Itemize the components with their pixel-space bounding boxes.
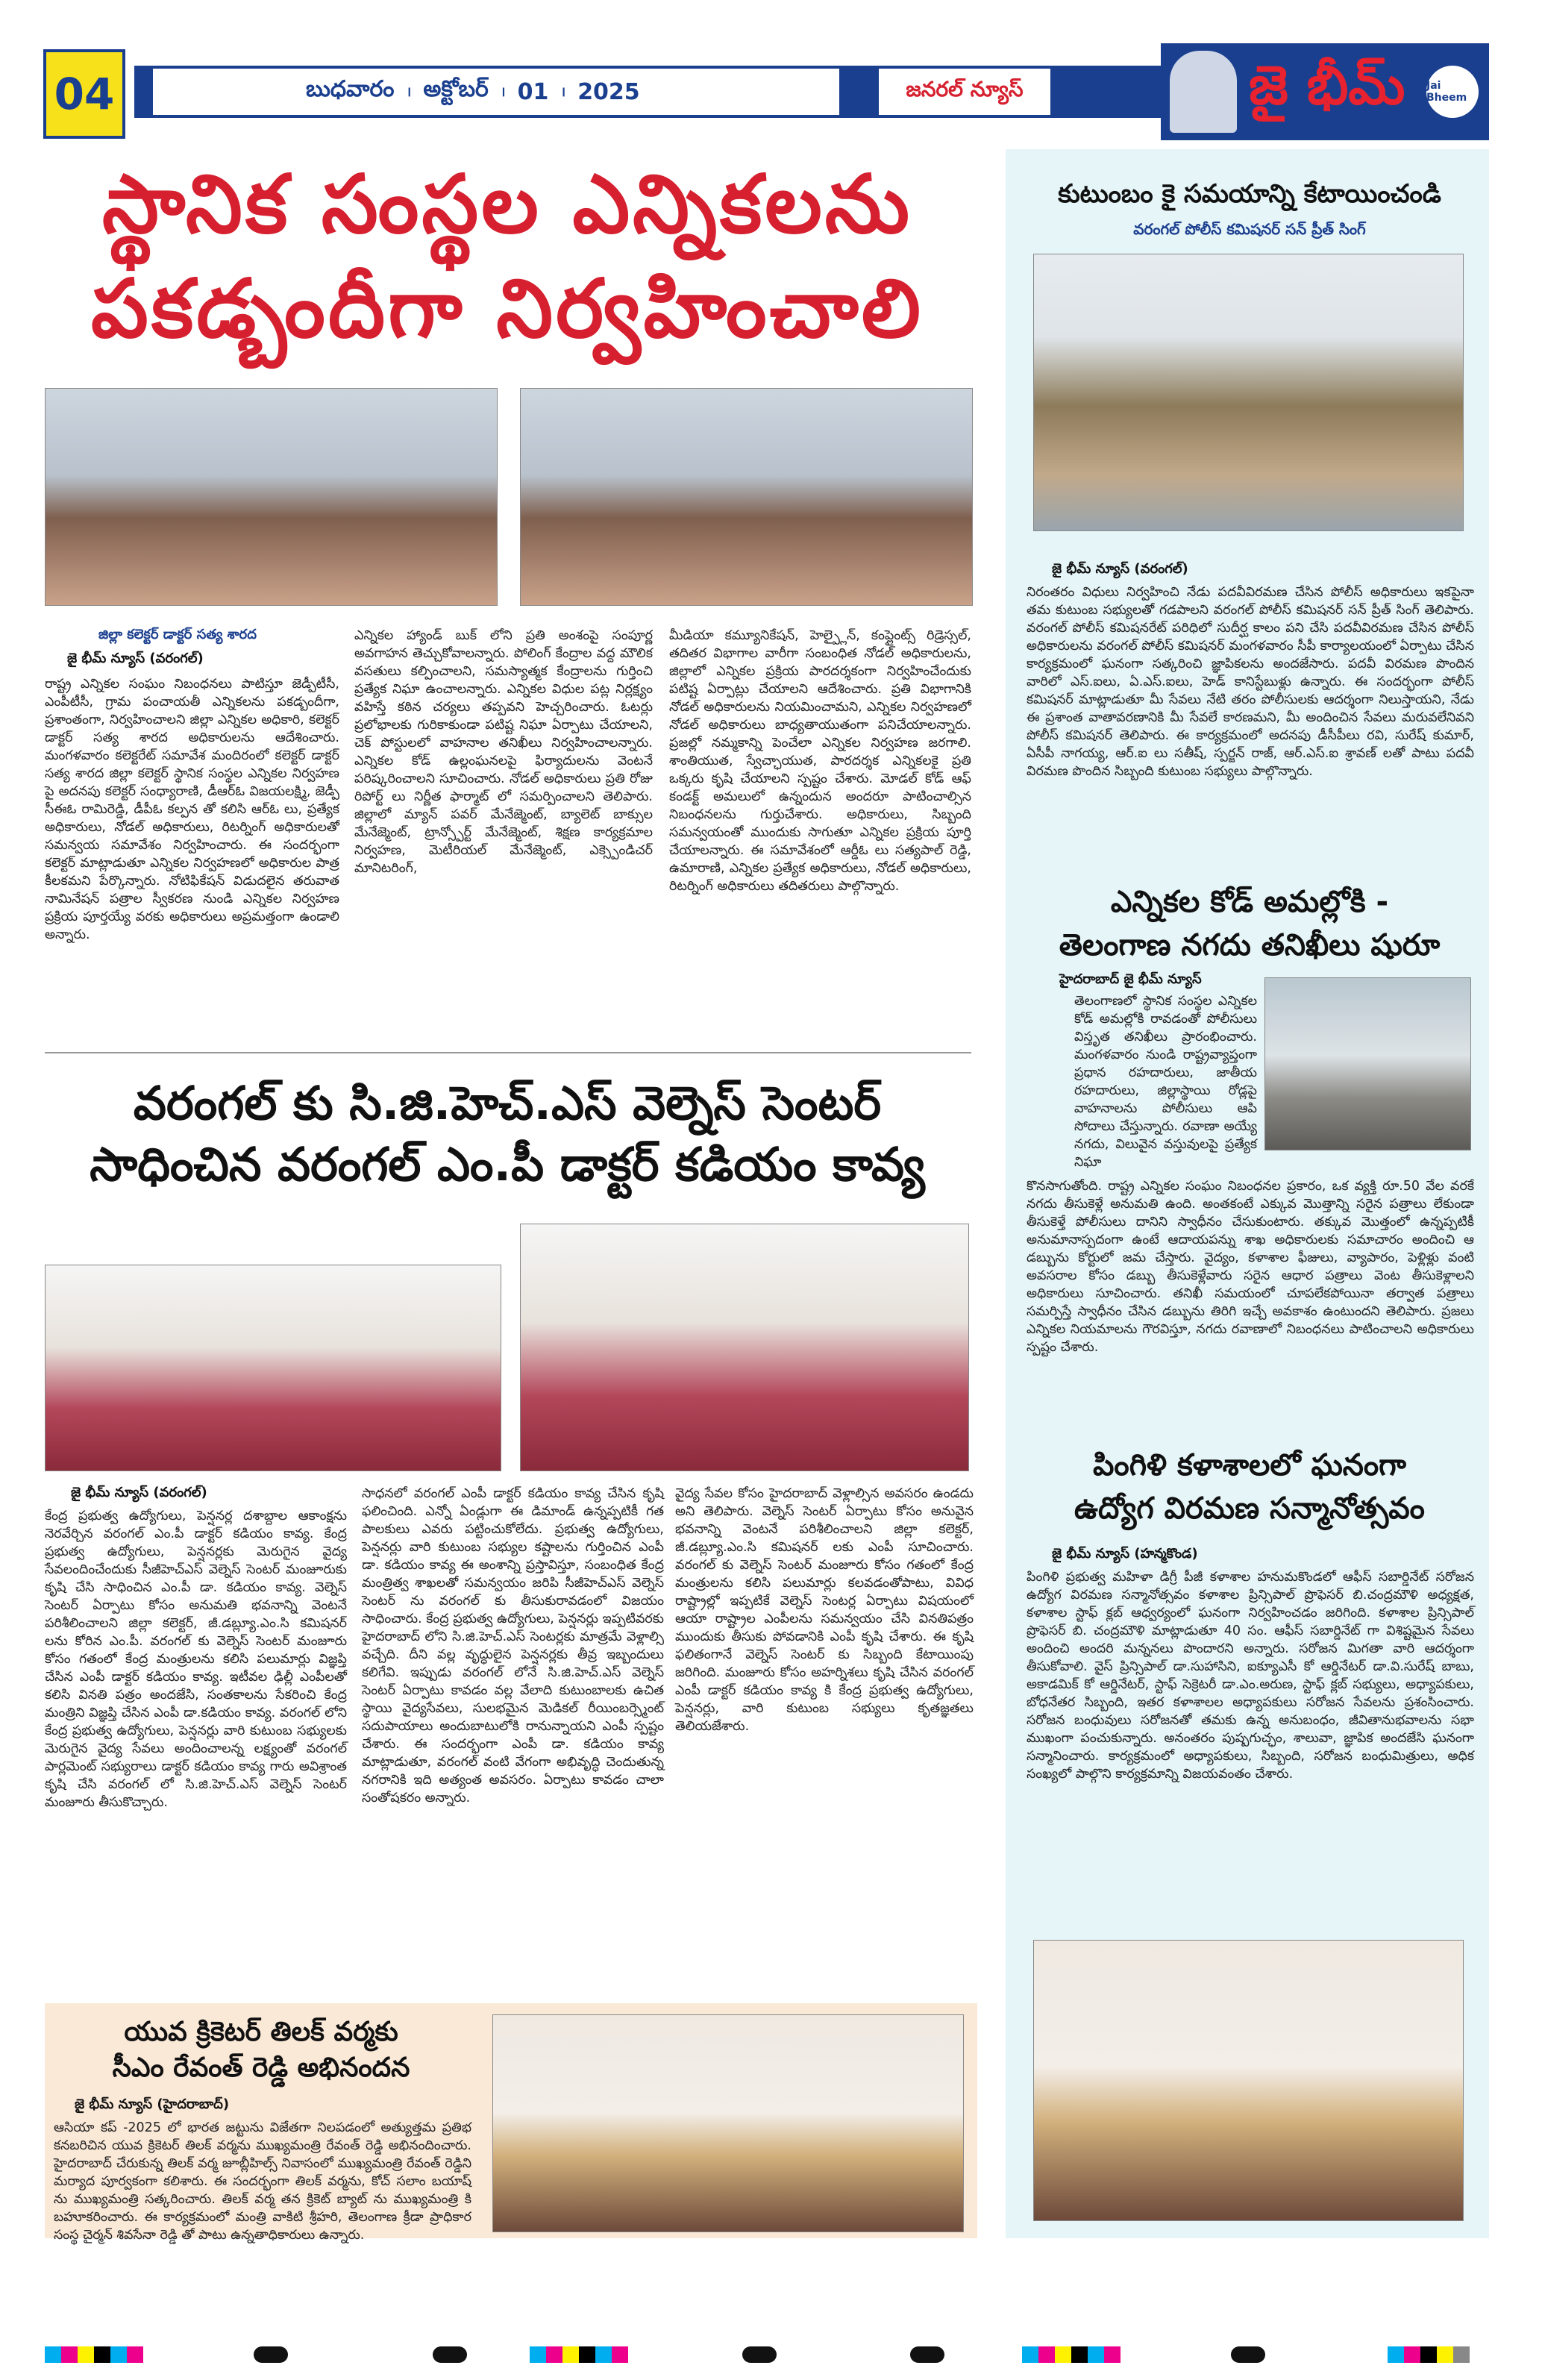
wellness-headline [45,1073,970,1195]
registration-mark [433,2346,467,2363]
wellness-column-3: వైద్య సేవల కోసం హైదరాబాద్ వెళ్లాల్సిన అవసరం ఉండదు అని తెలిపారు. వెల్నెస్ సెంటర్ ఏర్పాటు కోసం అనువైన భవనాన్ని వెంటనే పరిశీలించాలని జిల్లా కలెక్టర్, జీ.డబ్ల్యూ.ఎం.సి కమిషనర్ లకు ఎంపీ సూచించారు. వరంగల్ కు వెల్నెస్ సెంటర్ మంజూరు కోసం గతంలో కేంద్ర మంత్రులను కలిసి పలుమార్లు కలవడంతోపాటు, వివిధ రాష్ట్రాల్లో ఇప్పటికే వెల్నెస్ సెంటర్ల ఏర్పాటు విషయంలో ఆయా రాష్ట్రాల ఎంపీలను సమన్వయం చేసి వినతిపత్రం ముందుకు తీసుకు పోవడానికి ఎంపీ కృషి చేశారు. ఈ కృషి ఫలితంగానే వెల్నెస్ సెంటర్ కు సిబ్బంది కేటాయింపు జరిగింది. మంజూరు కోసం అహర్నిశలు కృషి చేసిన వరంగల్ ఎంపీ డాక్టర్ కడియం కావ్య కి కేంద్ర ప్రభుత్వ ఉద్యోగులు, పెన్షనర్లు, వారి కుటుంబ సభ్యులు కృతజ్ఞతలు తెలియజేశారు. [675,1486,974,1734]
election-byline: హైదరాబాద్ జై భీమ్ న్యూస్ [1059,971,1202,987]
pingili-headline-line2: ఉద్యోగ విరమణ సన్మానోత్సవం [1074,1491,1425,1526]
wellness-byline: జై భీమ్ న్యూస్ (వరంగల్) [71,1485,207,1500]
lead-column-3: మీడియా కమ్యూనికేషన్, హెల్ప్లైన్, కంప్లైంట్స్ రిడ్రెస్సల్, తదితర విభాగాల వారీగా సంబంధిత నోడల్ అధికారులను, జిల్లాలో ఎన్నికల ప్రక్రియ పారదర్శకంగా నిర్వహించేందుకు పటిష్ట ఏర్పాట్లు చేయాలని ఆదేశించారు. ప్రతి విభాగానికి నోడల్ అధికారులను నియమించామని, ఎన్నికల నిర్వహణలో నోడల్ అధికారులు బాధ్యతాయుతంగా పనిచేయాలన్నారు. ప్రజల్లో నమ్మకాన్ని పెంచేలా ఎన్నికల నిర్వహణ జరగాలి. శాంతియుత, స్వేచ్ఛాయుత, పారదర్శక ఎన్నికలకై ప్రతి ఒక్కరు కృషి చేయాలని స్పష్టం చేశారు. మోడల్ కోడ్ ఆఫ్ కండక్ట్ అమలులో ఉన్నందున అందరూ పాటించాల్సిన నిబంధనలను గుర్తుచేశారు. అధికారులు, సిబ్బంది సమన్వయంతో ముందుకు సాగుతూ ఎన్నికల ప్రక్రియ పూర్తి చేయాలన్నారు. ఈ సమావేశంలో ఆర్డీఓ లు సత్యపాల్ రెడ్డి, ఉమారాణి, ఎన్నికల ప్రత్యేక అధికారులు, నోడల్ అధికారులు, రిటర్నింగ్ అధికారులు తదితరులు పాల్గొన్నారు. [669,628,971,894]
police-subhead: వరంగల్ పోలీస్ కమిషనర్ సన్ ప్రీత్ సింగ్ [1133,220,1366,238]
masthead-logo[interactable] [1161,43,1489,140]
registration-mark [254,2346,288,2363]
lead-caption: జిల్లా కలెక్టర్ డాక్టర్ సత్య శారద [98,627,257,642]
pingili-headline-line1: పింగిళి కళాశాలలో ఘనంగా [1092,1448,1406,1482]
lead-column-1: రాష్ట్ర ఎన్నికల సంఘం నిబంధనలు పాటిస్తూ జెడ్పీటీసీ, ఎంపీటీసీ, గ్రామ పంచాయతీ ఎన్నికలను పకడ్బందీగా, ప్రశాంతంగా, నిర్వహించాలని జిల్లా ఎన్నికల అధికారి, కలెక్టర్ డాక్టర్ సత్య శారద అధికారులను ఆదేశించారు. మంగళవారం కలెక్టరేట్ సమావేశ మందిరంలో కలెక్టర్ డాక్టర్ సత్య శారద జిల్లా కలెక్టర్ స్థానిక సంస్థల ఎన్నికల నిర్వహణ పై అదనపు కలెక్టర్ సంధ్యారాణి, డీఆర్ఓ విజయలక్ష్మి, జెడ్పీ సీఈఓ రామిరెడ్డి, డీపీఓ కల్పన తో కలిసి ఆర్ఓ లు, ప్రత్యేక అధికారులు, నోడల్ అధికారులు, రిటర్నింగ్ అధికారులతో సమన్వయ సమావేశం నిర్వహించారు. ఈ సందర్భంగా కలెక్టర్ మాట్లాడుతూ ఎన్నికల నిర్వహణలో అధికారుల పాత్ర కీలకమని పేర్కొన్నారు. నోటిఫికేషన్ విడుదలైన తరువాత నామినేషన్ పత్రాల స్వీకరణ నుండి ఎన్నికల నిర్వహణ ప్రక్రియ పూర్తయ్యే వరకు అధికారులు అప్రమత్తంగా ఉండాలి అన్నారు. [45,677,339,942]
election-headline [1015,880,1485,967]
tilak-byline: జై భీమ్ న్యూస్ (హైదరాబాద్) [75,2096,230,2112]
color-registration-center [530,2346,628,2363]
pingili-photo [1033,1940,1464,2221]
police-headline: కుటుంబం కై సమయాన్ని కేటాయించండి [1058,179,1441,209]
election-body-top: తెలంగాణలో స్థానిక సంస్థల ఎన్నికల కోడ్ అమల్లోకి రావడంతో పోలీసులు విస్తృత తనిఖీలు ప్రారంభించారు. మంగళవారం నుండి రాష్ట్రవ్యాప్తంగా ప్రధాన రహదారులు, జాతీయ రహదారులు, జిల్లాస్థాయి రోడ్లపై వాహనాలను పోలీసులు ఆపి సోదాలు చేస్తున్నారు. రవాణా అయ్యే నగదు, విలువైన వస్తువులపై ప్రత్యేక నిఘా [1074,994,1257,1170]
election-headline-line2: తెలంగాణ నగదు తనిఖీలు షురూ [1059,928,1441,962]
election-photo [1264,977,1471,1150]
lead-photo-meeting [520,388,973,606]
lead-column-2: ఎన్నికల హ్యాండ్ బుక్ లోని ప్రతి అంశంపై సంపూర్ణ అవగాహన తెచ్చుకోవాలన్నారు. పోలింగ్ కేంద్రాల వద్ద మౌలిక వసతులు కల్పించాలని, సమస్యాత్మక కేంద్రాలను గుర్తించి ప్రత్యేక నిఘా ఉంచాలన్నారు. ఎన్నికల విధుల పట్ల నిర్లక్ష్యం వహిస్తే కఠిన చర్యలు తప్పవని హెచ్చరించారు. ఓటర్లు ప్రలోభాలకు గురికాకుండా పటిష్ట నిఘా ఏర్పాటు చేయాలని, చెక్ పోస్టులలో వాహనాల తనిఖీలు నిర్వహించాలన్నారు. ఎన్నికల కోడ్ ఉల్లంఘనలపై ఫిర్యాదులను వెంటనే పరిష్కరించాలని సూచించారు. నోడల్ అధికారులు ప్రతి రోజు రిపోర్ట్ లు నిర్ణీత ఫార్మాట్ లో సమర్పించాలని తెలిపారు. జిల్లాలో మ్యాన్ పవర్ మేనేజ్మెంట్, బ్యాలెట్ బాక్సుల మేనేజ్మెంట్, ట్రాన్స్పోర్ట్ మేనేజ్మెంట్, శిక్షణ కార్యక్రమాల నిర్వహణ, మెటీరియల్ మేనేజ్మెంట్, ఎక్స్పెండిచర్ మానిటరింగ్, [354,628,653,876]
pingili-body: పింగిళి ప్రభుత్వ మహిళా డిగ్రీ పీజీ కళాశాల హనుమకొండలో ఆఫీస్ సబార్డినేట్ సరోజన ఉద్యోగ విరమణ సన్మానోత్సవం కళాశాల ప్రిన్సిపాల్ ప్రొఫెసర్ బి.చంద్రమౌళి అధ్యక్షత, కళాశాల స్టాఫ్ క్లబ్ ఆధ్వర్యంలో ఘనంగా నిర్వహించడం జరిగింది. కళాశాల ప్రిన్సిపాల్ ప్రొఫెసర్ బి. చంద్రమౌళి మాట్లాడుతూ 40 సం. ఆఫీస్ సబార్డినేట్ గా విశిష్టమైన సేవలు అందించి అందరి మన్ననలు పొందారని అన్నారు. సరోజన మిగతా వారి ఆదర్శంగా తీసుకోవాలి. వైస్ ప్రిన్సిపాల్ డా.సుహాసిని, ఐక్యూఎసీ కో ఆర్డినేటర్ డా.వి.సురేష్ బాబు, అకాడమిక్ కో ఆర్డినేటర్, స్టాఫ్ సెక్రెటరీ డా.ఎం.అరుణ, స్టాఫ్ క్లబ్ సభ్యులు, అధ్యాపకులు, బోధనేతర సిబ్బంది, ఇతర కళాశాలల అధ్యాపకులు సరోజన సేవలను ప్రశంసించారు. సరోజన బంధువులు సరోజనతో తమకు ఉన్న అనుబంధం, జీవితానుభవాలను సభా ముఖంగా పంచుకున్నారు. అనంతరం పుష్పగుచ్ఛం, శాలువా, జ్ఞాపిక అందజేసి ఘనంగా సన్మానించారు. కార్యక్రమంలో అధ్యాపకులు, సిబ్బంది, సరోజన బంధుమిత్రులు, అధిక సంఖ్యలో పాల్గొని కార్యక్రమాన్ని విజయవంతం చేశారు. [1027,1570,1474,1782]
tilak-body: ఆసియా కప్ -2025 లో భారత జట్టును విజేతగా నిలపడంలో అత్యుత్తమ ప్రతిభ కనబరిచిన యువ క్రికెటర్ తిలక్ వర్మను ముఖ్యమంత్రి రేవంత్ రెడ్డి అభినందించారు. హైదరాబాద్ చేరుకున్న తిలక్ వర్మ జూబ్లీహిల్స్ నివాసంలో ముఖ్యమంత్రి రేవంత్ రెడ్డిని మర్యాద పూర్వకంగా కలిశారు. ఈ సందర్భంగా తిలక్ వర్మను, కోచ్ సలాం బయాష్ ను ముఖ్యమంత్రి సత్కరించారు. తిలక్ వర్మ తన క్రికెట్ బ్యాట్ ను ముఖ్యమంత్రి కి బహూకరించారు. ఈ కార్యక్రమంలో మంత్రి వాకిటి శ్రీహరి, తెలంగాణ క్రీడా ప్రాధికార సంస్థ చైర్మన్ శివసేనా రెడ్డి తో పాటు ఉన్నతాధికారులు ఉన్నారు. [54,2120,471,2243]
tilak-headline-line2: సీఎం రేవంత్ రెడ్డి అభినందన [112,2052,410,2083]
page-number: 04 [43,49,125,139]
wellness-column-2: సాధనలో వరంగల్ ఎంపీ డాక్టర్ కడియం కావ్య చేసిన కృషి ఫలించింది. ఎన్నో ఏండ్లుగా ఈ డిమాండ్ ఉన్నప్పటికీ గత పాలకులు ఎవరు పట్టించుకోలేదు. ప్రభుత్వ ఉద్యోగులు, పెన్షనర్లు వారి కుటుంబ సభ్యుల కష్టాలను గుర్తించిన ఎంపీ డా. కడియం కావ్య ఈ అంశాన్ని ప్రస్తావిస్తూ, సంబంధిత కేంద్ర మంత్రిత్వ శాఖలతో సమన్వయం జరిపి సీజీహెచ్ఎస్ వెల్నెస్ సెంటర్ ను వరంగల్ కు తీసుకురావడంలో విజయం సాధించారు. కేంద్ర ప్రభుత్వ ఉద్యోగులు, పెన్షనర్లు ఇప్పటివరకు హైదరాబాద్ లోని సి.జి.హెచ్.ఎస్ సెంటర్లకు మాత్రమే వెళ్లాల్సి వచ్చేది. దీని వల్ల వృద్ధులైన పెన్షనర్లకు తీవ్ర ఇబ్బందులు కలిగేవి. ఇప్పుడు వరంగల్ లోనే సి.జి.హెచ్.ఎస్ వెల్నెస్ సెంటర్ ఏర్పాటు కావడం వల్ల వేలాది కుటుంబాలకు ఉచిత స్థాయి వైద్యసేవలు, సులభమైన మెడికల్ రీయింబర్స్మెంట్ సదుపాయాలు అందుబాటులోకి రానున్నాయని ఎంపీ స్పష్టం చేశారు. ఈ సందర్భంగా ఎంపీ డా. కడియం కావ్య మాట్లాడుతూ, వరంగల్ వంటి వేగంగా అభివృద్ధి చెందుతున్న నగరానికి ఇది అత్యంత అవసరం. ఏర్పాటు కావడం చాలా సంతోషకరం అన్నారు. [362,1486,664,1806]
wellness-column-1: కేంద్ర ప్రభుత్వ ఉద్యోగులు, పెన్షనర్ల దశాబ్దాల ఆకాంక్షను నెరవేర్చిన వరంగల్ ఎం.పీ డాక్టర్ కడియం కావ్య. కేంద్ర ప్రభుత్వ ఉద్యోగులు, పెన్షనర్లకు మెరుగైన వైద్య సేవలందించేందుకు సీజీహెచ్ఎస్ వెల్నెస్ సెంటర్ మంజూరుకు కృషి చేసి సాధించిన ఎం.పీ డా. కడియం కావ్య. వెల్నెస్ సెంటర్ ఏర్పాటు కోసం అనుమతి భవనాన్ని వెంటనే పరిశీలించాలని జిల్లా కలెక్టర్, జీ.డబ్ల్యూ.ఎం.సి కమిషనర్ లను కోరిన ఎం.పీ. వరంగల్ కు వెల్నెస్ సెంటర్ మంజూరు కోసం గతంలో కేంద్ర మంత్రులను కలిసి పలుమార్లు విజ్ఞప్తి చేసిన ఎంపీ డాక్టర్ కడియం కావ్య. ఇటీవల ఢిల్లీ ఎంపీలతో కలిసి వినతి పత్రం అందజేసి, సంతకాలను సేకరించి కేంద్ర మంత్రిని విజ్ఞప్తి చేసిన ఎంపీ డా.కడియం కావ్య. వరంగల్ లోని కేంద్ర ప్రభుత్వ ఉద్యోగులు, పెన్షనర్లు వారి కుటుంబ సభ్యులకు మెరుగైన వైద్య సేవలు అందించాలన్న లక్ష్యంతో వరంగల్ పార్లమెంట్ సభ్యురాలు డాక్టర్ కడియం కావ్య గారు అవిశ్రాంత కృషి చేసి వరంగల్ లో సి.జి.హెచ్.ఎస్ వెల్నెస్ సెంటర్ మంజూరు తీసుకొచ్చారు. [45,1509,347,1810]
month: అక్టోబర్ [423,76,489,102]
tilak-headline [52,2014,470,2086]
lead-photo-collector [45,388,498,606]
registration-mark [910,2346,944,2363]
wellness-headline-line2: సాధించిన వరంగల్ ఎం.పీ డాక్టర్ కడియం కావ్య [90,1137,925,1191]
section-label: జనరల్ న్యూస్ [879,69,1050,115]
dateline: బుధవారం । అక్టోబర్ । 01 । 2025 [153,69,839,115]
wellness-photo-left [45,1265,501,1471]
wellness-headline-line1: వరంగల్ కు సి.జి.హెచ్.ఎస్ వెల్నెస్ సెంటర్ [133,1076,882,1130]
date: 01 [517,78,549,105]
logo-brand: జై భీమ్ [1249,54,1405,116]
pingili-byline: జై భీమ్ న్యూస్ (హన్మకొండ) [1052,1546,1198,1562]
color-registration-right [1022,2346,1121,2363]
year: 2025 [577,78,640,105]
lead-headline [45,153,970,362]
section-divider [45,1052,971,1053]
lead-byline: జై భీమ్ న్యూస్ (వరంగల్) [67,651,204,666]
lead-headline-line2: పకడ్బందీగా నిర్వహించాలి [91,263,924,356]
election-headline-line1: ఎన్నికల కోడ్ అమల్లోకి - [1110,885,1389,919]
registration-mark [1231,2346,1265,2363]
wellness-photo-right [520,1224,969,1471]
registration-mark [742,2346,777,2363]
election-body-bottom: కొనసాగుతోంది. రాష్ట్ర ఎన్నికల సంఘం నిబంధనల ప్రకారం, ఒక వ్యక్తి రూ.50 వేల వరకే నగదు తీసుకెళ్లే అనుమతి ఉంది. అంతకంటే ఎక్కువ మొత్తాన్ని సరైన పత్రాలు లేకుండా తీసుకెళ్తే పోలీసులు దానిని స్వాధీనం చేసుకుంటారు. తక్కువ మొత్తంలో ఉన్నప్పటికీ అనుమానాస్పదంగా ఉంటే ఆదాయపన్ను శాఖ అధికారులకు సమాచారం అందించి ఆ డబ్బును కోర్టులో జమ చేస్తారు. వైద్యం, కళాశాల ఫీజులు, వ్యాపారం, పెళ్లిళ్లు వంటి అవసరాల కోసం డబ్బు తీసుకెళ్లేవారు సరైన ఆధార పత్రాలు వెంట తీసుకెళ్లాలని అధికారులు సూచించారు. తనిఖీ సమయంలో చూపలేకపోయినా తర్వాత పత్రాలు సమర్పిస్తే స్వాధీనం చేసిన డబ్బును తిరిగి ఇచ్చే అవకాశం ఉంటుందని తెలిపారు. ప్రజలు ఎన్నికల నియమాలను గౌరవిస్తూ, నగదు రవాణాలో నిబంధనలు పాటించాలని అధికారులు స్పష్టం చేశారు. [1027,1179,1474,1355]
police-photo [1033,254,1464,531]
pingili-headline [1015,1444,1485,1530]
tilak-headline-line1: యువ క్రికెటర్ తిలక్ వర్మకు [124,2017,398,2047]
logo-badge-icon: Jai Bheem [1426,66,1479,118]
color-registration-far-right [1388,2346,1470,2363]
day: బుధవారం [306,76,395,102]
color-registration-left [45,2346,143,2363]
logo-portrait-icon [1170,51,1237,133]
police-byline: జై భీమ్ న్యూస్ (వరంగల్) [1052,561,1188,577]
tilak-photo [492,2014,964,2232]
lead-headline-line1: స్థానిక సంస్థల ఎన్నికలను [102,158,912,251]
police-body: నిరంతరం విధులు నిర్వహించి నేడు పదవీవిరమణ చేసిన పోలీస్ అధికారులు ఇకపైనా తమ కుటుంబ సభ్యులతో గడపాలని వరంగల్ పోలీస్ కమిషనర్ సన్ ప్రీత్ సింగ్ తెలిపారు. వరంగల్ పోలీస్ కమిషనరేట్ పరిధిలో సుదీర్ఘ కాలం పని చేసి పదవీవిరమణ చేసిన పోలీస్ అధికారులను వరంగల్ పోలీస్ కమిషనర్ మంగళవారం సీపీ కార్యాలయంలో ఏర్పాటు చేసిన కార్యక్రమంలో ఘనంగా సత్కరించి జ్ఞాపికలను అందజేసారు. పదవీ విరమణ పొందిన వారిలో ఎస్.ఐలు, ఏ.ఎస్.ఐలు, హెడ్ కానిస్టేబుళ్లు ఉన్నారు. ఈ సందర్భంగా పోలీస్ కమిషనర్ మాట్లాడుతూ మీ సేవలు నేటి తరం పోలీసులకు ఆదర్శంగా నిలుస్తాయని, నేడు ఈ ప్రశాంత వాతావరణానికి మీ సేవలే కారణమని, మీ అందించిన సేవలు మరువలేనివని పోలీస్ కమిషనర్ తెలిపారు. ఈ కార్యక్రమంలో అదనపు డీసీపీలు రవి, సురేష్ కుమార్, ఏసీపీ నాగయ్య, ఆర్.ఐ లు సతీష్, స్పర్జన్ రాజ్, ఆర్.ఎస్.ఐ శ్రావణ్ లతో పాటు పదవీ విరమణ పొందిన సిబ్బంది కుటుంబ సభ్యులు పాల్గొన్నారు. [1027,585,1474,779]
